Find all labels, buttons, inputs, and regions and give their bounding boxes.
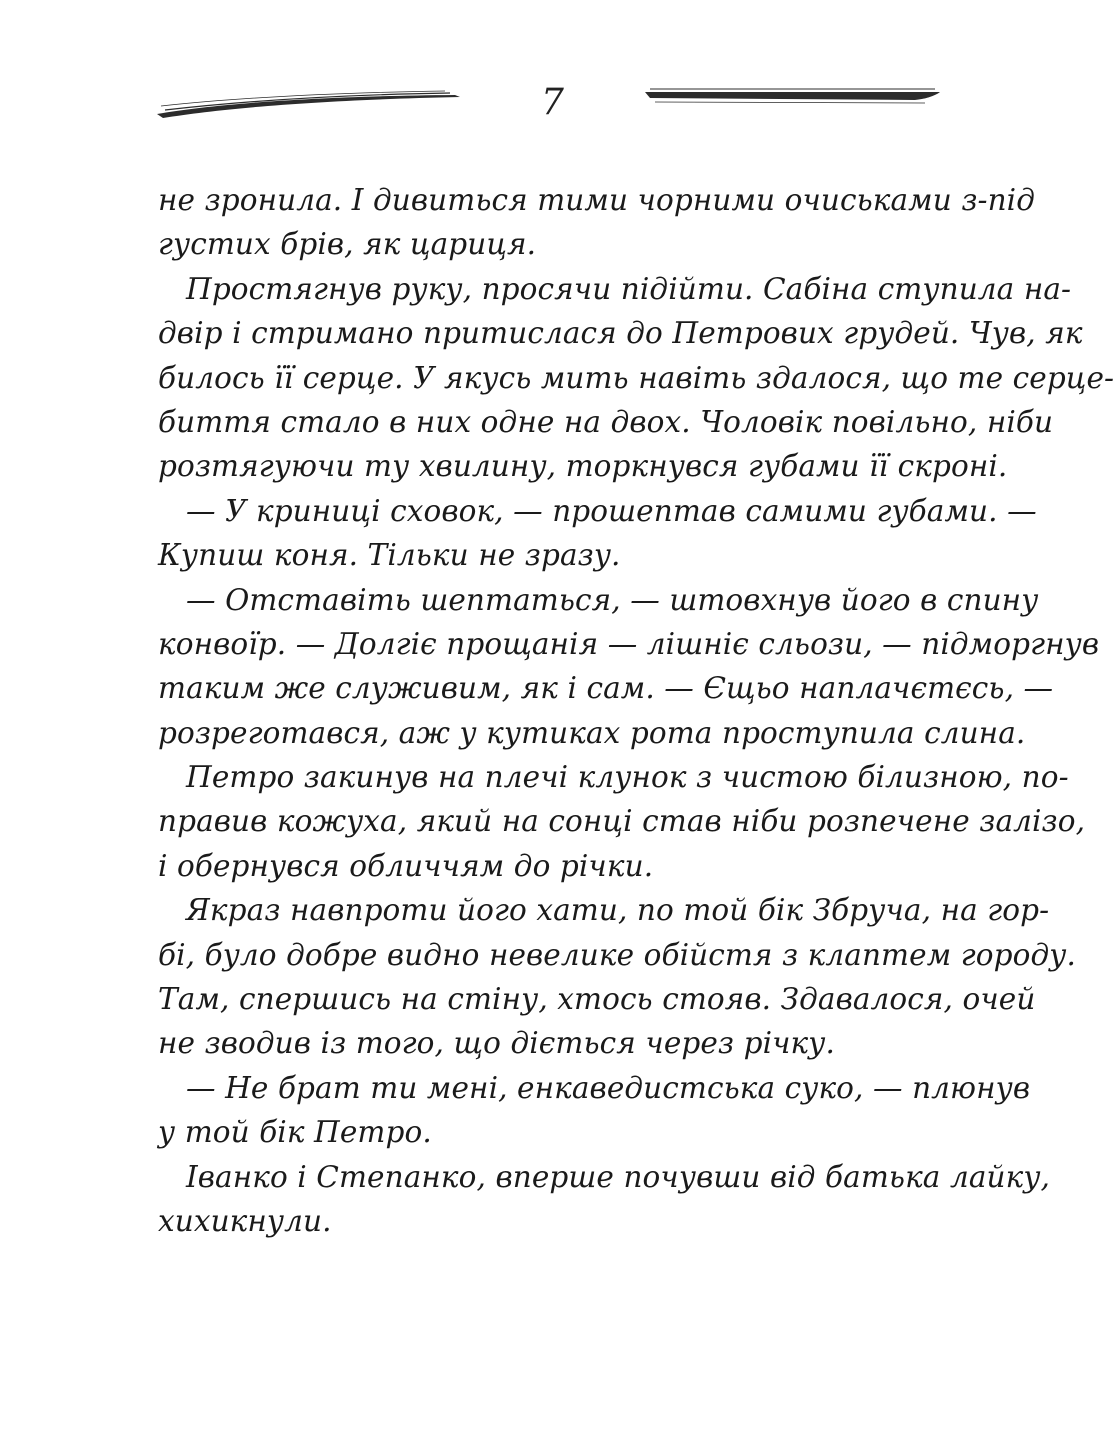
text-line: Іванко і Степанко, вперше почувши від батька лайку, [186,1159,1051,1194]
text-line: не зводив із того, що діється через річку. [158,1026,835,1061]
text-line: не зронила. І дивиться тими чорними очиськами з-під [158,183,1036,217]
text-line: розреготався, аж у кутиках рота проступила слина. [158,715,1026,750]
text-line: таким же служивим, як і сам. — Єщьо наплачєтєсь, — [158,671,1054,706]
body-text [158,178,1114,1243]
text-line: — У криниці сховок, — прошептав самими губами. — [186,493,1037,528]
text-line: — Отставіть шептаться, — штовхнув його в спину [186,582,1039,617]
text-line: — Не брат ти мені, енкаведистська суко, — плюнув [186,1070,1031,1105]
text-line: у той бік Петро. [158,1115,432,1150]
text-line: Якраз навпроти його хати, по той бік Збруча, на гор- [186,893,1050,928]
text-line: густих брів, як цариця. [158,227,537,262]
text-line: розтягуючи ту хвилину, торкнувся губами її скроні. [158,449,1008,484]
text-line: Простягнув руку, просячи підійти. Сабіна ступила на- [186,271,1072,306]
text-line: бі, було добре видно невелике обійстя з клаптем городу. [158,937,1076,972]
text-line: Там, спершись на стіну, хтось стояв. Здавалося, очей [158,982,1036,1017]
text-line: правив кожуха, який на сонці став ніби розпечене залізо, [158,804,1086,839]
text-line: биття стало в них одне на двох. Чоловік повільно, ніби [158,404,1054,439]
text-line: билось її серце. У якусь мить навіть здалося, що те серце- [158,360,1114,395]
text-line: і обернувся обличчям до річки. [158,848,654,883]
text-line: хихикнули. [158,1203,332,1238]
page-number: 7 [541,82,564,123]
text-line: двір і стримано притислася до Петрових грудей. Чув, як [158,316,1083,351]
text-line: конвоїр. — Долгіє прощанія — лішніє сльози, — підморгнув [158,626,1100,661]
text-line: Петро закинув на плечі клунок з чистою білизною, по- [186,760,1069,795]
text-line: Купиш коня. Тільки не зразу. [158,538,621,573]
page-header [155,80,950,130]
